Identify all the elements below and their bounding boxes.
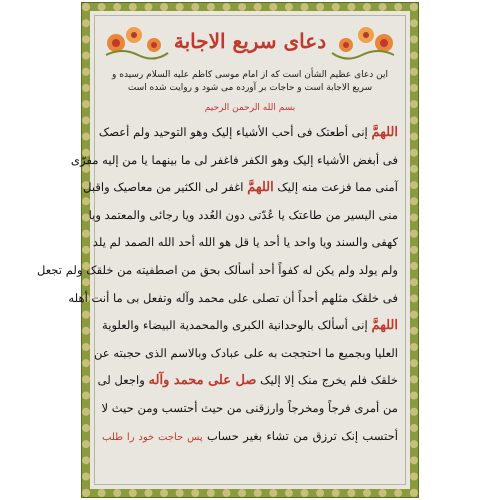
prayer-line: خلقک فلم یخرج منک إلا إلیک صل علی محمد وآله واجعل لی	[97, 373, 398, 389]
prayer-line: من أمری فرجاً ومخرجاً وارزقنی من حیث أحتسب ومن حیث لا	[101, 400, 398, 415]
prayer-line: اللهمَّ إنی أسألک بالوحدانیة الکبری والمحمدیة البیضاء والعلویة	[102, 318, 398, 334]
closing-note: پس حاجت خود را طلب	[102, 431, 203, 443]
prayer-line: کهفی والسند ویا واحد یا أحد یا قل هو الله أحد الله الصمد لم یلد	[92, 235, 398, 250]
prayer-line: فی أبغض الأشیاء إلیک وهو الکفر فاغفر لی ما بینهما یا من إلیه مفرّی	[70, 152, 398, 167]
prayer-line: فی خلقک مثلهم أحداً أن تصلی علی محمد وآله وتفعل بی ما أنت أهله	[68, 290, 398, 305]
prayer-line: اللهمَّ إنی أطعتک فی أحب الأشیاء إلیک وهو التوحید ولم أعصک	[98, 125, 398, 140]
prayer-line: العلیا وبجمیع ما احتججت به علی عبادک وبالاسم الذی حجبته عن	[93, 345, 398, 360]
prayer-line: ولم یولد ولم یکن له کفواً أحد أسألک بحق من اصطفیته من خلقک ولم تجعل	[36, 262, 398, 277]
prayer-line: أحتسب إنک ترزق من تشاء بغیر حساب پس حاجت خود را طلب	[102, 428, 398, 443]
prayer-line: آمنی مما فزعت منه إلیک اللهمَّ اغفر لی الکثیر من معاصیک واقبل	[83, 180, 398, 196]
prayer-line: منی الیسیر من طاعتک یا عُدّتی دون العُدد ویا رجائی والمعتمد ویا	[88, 207, 398, 222]
prayer-title: دعای سریع الاجابة	[173, 29, 327, 53]
basmala: بسم الله الرحمن الرحیم	[204, 103, 296, 113]
prayer-card	[36, 3, 418, 497]
prayer-body	[36, 119, 398, 451]
prayer-subtitle: این دعای عظیم الشأن است که از امام موسی کاظم علیه السلام رسیده و سریع الاجابة است و حاجات بر آورده می شود و روایت شده است	[112, 70, 388, 93]
